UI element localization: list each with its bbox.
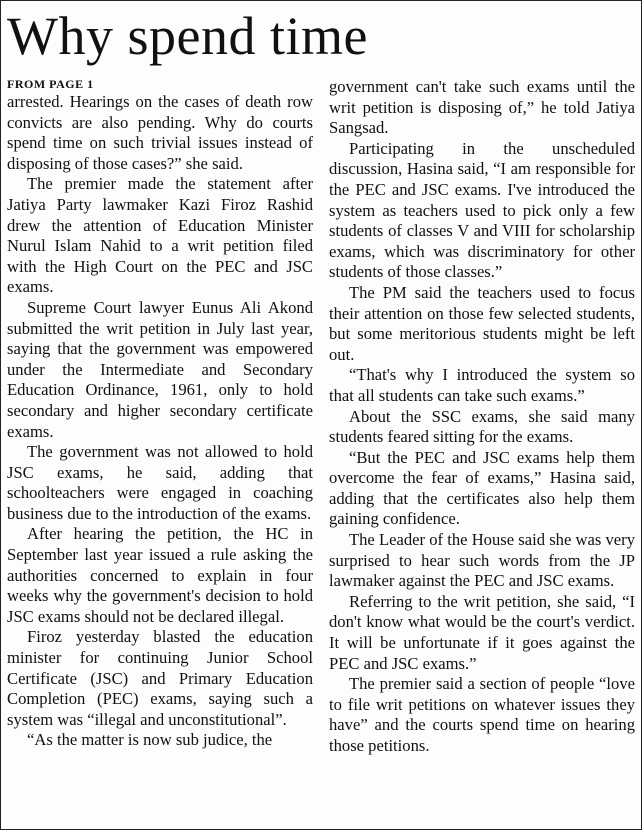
paragraph: Supreme Court lawyer Eunus Ali Akond submitted the writ petition in July last year, saying that the government was empowered under the Intermediate and Secondary Education Ordinance, 1961, only to hold secondary and higher secondary certificate exams. bbox=[7, 297, 313, 441]
paragraph: “As the matter is now sub judice, the bbox=[27, 730, 273, 750]
paragraph: Participating in the unscheduled discussion, Hasina said, “I am responsible for the PEC and JSC exams. I've introduced the system as teachers used to pick only a few students of classes V and VIII for scholarship exams, which was discriminatory for other students of those classes.” bbox=[329, 138, 635, 282]
right-column bbox=[329, 77, 635, 829]
headline: Why spend time bbox=[7, 6, 368, 66]
article-body bbox=[7, 77, 635, 829]
left-column bbox=[7, 77, 313, 829]
paragraph: About the SSC exams, she said many students feared sitting for the exams. bbox=[329, 406, 635, 447]
paragraph: Firoz yesterday blasted the education minister for continuing Junior School Certificate (JSC) and Primary Education Completion (PEC) exams, saying such a system was “illegal and unconstitutional”. bbox=[7, 627, 313, 729]
paragraph: After hearing the petition, the HC in September last year issued a rule asking the authorities concerned to explain in four weeks why the government's decision to hold JSC exams should not be declared illegal. bbox=[7, 524, 313, 626]
jump-label: FROM PAGE 1 bbox=[7, 77, 94, 91]
paragraph: “That's why I introduced the system so that all students can take such exams.” bbox=[329, 365, 635, 405]
paragraph: Referring to the writ petition, she said, “I don't know what would be the court's verdict. It will be unfortunate if it goes against the PEC and JSC exams.” bbox=[329, 591, 635, 673]
paragraph: government can't take such exams until the writ petition is disposing of,” he told Jatiya Sangsad. bbox=[329, 77, 635, 138]
paragraph: “But the PEC and JSC exams help them overcome the fear of exams,” Hasina said, adding that the certificates also help them gaining confidence. bbox=[329, 447, 635, 529]
paragraph: arrested. Hearings on the cases of death row convicts are also pending. Why do courts spend time on such trivial issues instead of disposing of those cases?” she said. bbox=[7, 92, 313, 173]
paragraph: The premier made the statement after Jatiya Party lawmaker Kazi Firoz Rashid drew the attention of Education Minister Nurul Islam Nahid to a writ petition filed with the High Court on the PEC and JSC exams. bbox=[7, 174, 313, 297]
paragraph: The Leader of the House said she was very surprised to hear such words from the JP lawmaker against the PEC and JSC exams. bbox=[329, 530, 635, 591]
paragraph: The premier said a section of people “love to file writ petitions on whatever issues they have” and the courts spend time on hearing those petitions. bbox=[329, 674, 635, 755]
paragraph: The government was not allowed to hold JSC exams, he said, adding that schoolteachers were engaged in coaching business due to the introduction of the exams. bbox=[7, 442, 313, 523]
paragraph: The PM said the teachers used to focus their attention on those few selected students, but some meritorious students might be left out. bbox=[329, 282, 635, 364]
